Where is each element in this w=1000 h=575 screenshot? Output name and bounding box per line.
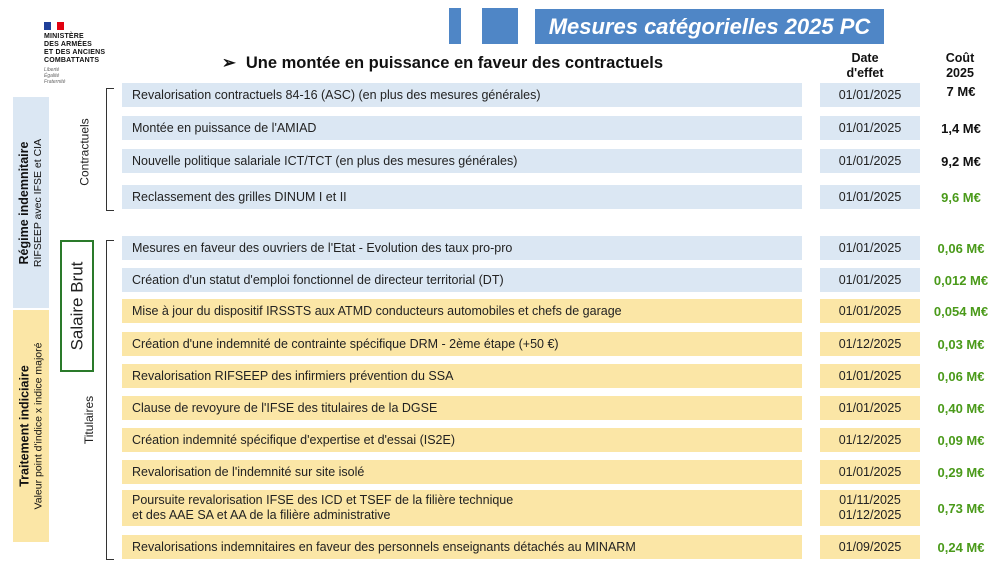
row-date: 01/11/2025 01/12/2025 <box>820 490 920 526</box>
row-date: 01/01/2025 <box>820 185 920 209</box>
row-date: 01/01/2025 <box>820 299 920 323</box>
row-cost: 0,06 M€ <box>937 368 985 384</box>
row-cost: 0,09 M€ <box>937 432 985 448</box>
salaire-brut-label: Salaire Brut <box>67 261 87 351</box>
row-cost: 0,06 M€ <box>937 240 985 256</box>
motto-liberte: Liberté <box>44 67 60 73</box>
motto-fraternite: Fraternité <box>44 79 66 85</box>
traitement-subtitle: Valeur point d'indice x indice majoré <box>32 342 44 510</box>
column-header-date-line-2: d'effet <box>846 66 884 80</box>
row-date: 01/01/2025 <box>820 460 920 484</box>
header-square-large <box>482 8 518 44</box>
page-title: Mesures catégorielles 2025 PC <box>535 9 884 44</box>
row-label: Création d'une indemnité de contrainte spécifique DRM - 2ème étape (+50 €) <box>122 332 802 356</box>
row-date: 01/01/2025 <box>820 364 920 388</box>
row-label: Création d'un statut d'emploi fonctionnel de directeur territorial (DT) <box>122 268 802 292</box>
logo-line-1: MINISTÈRE <box>44 33 84 40</box>
row-date: 01/12/2025 <box>820 428 920 452</box>
column-header-cost-line-1: Coût <box>945 51 975 65</box>
logo-line-4: COMBATTANTS <box>44 57 100 64</box>
row-cost: 9,2 M€ <box>941 153 981 169</box>
regime-subtitle: RIFSEEP avec IFSE et CIA <box>32 138 44 267</box>
group-label-contractuels <box>75 90 95 214</box>
row-date: 01/01/2025 <box>820 149 920 173</box>
row-date: 01/01/2025 <box>820 396 920 420</box>
french-flag-icon <box>44 22 64 30</box>
row-cost: 0,73 M€ <box>937 500 985 516</box>
flag-stripe-blue <box>44 22 51 30</box>
column-header-cost-line-2: 2025 <box>946 66 974 80</box>
motto-egalite: Égalité <box>44 73 60 79</box>
row-label: Nouvelle politique salariale ICT/TCT (en plus des mesures générales) <box>122 149 802 173</box>
regime-title: Régime indemnitaire <box>17 141 31 264</box>
row-cost: 0,29 M€ <box>937 464 985 480</box>
column-header-date <box>835 51 895 81</box>
row-label: Mesures en faveur des ouvriers de l'Etat - Evolution des taux pro-pro <box>122 236 802 260</box>
row-date: 01/09/2025 <box>820 535 920 559</box>
row-label: Revalorisation de l'indemnité sur site isolé <box>122 460 802 484</box>
row-cost: 7 M€ <box>946 83 976 99</box>
row-date: 01/12/2025 <box>820 332 920 356</box>
row-cost: 0,054 M€ <box>933 303 989 319</box>
row-label: Revalorisations indemnitaires en faveur des personnels enseignants détachés au MINARM <box>122 535 802 559</box>
regime-indemnitaire-band <box>13 97 49 308</box>
flag-stripe-white <box>51 22 58 30</box>
group-label-titulaires <box>79 370 99 470</box>
row-cost: 0,40 M€ <box>937 400 985 416</box>
row-label: Revalorisation contractuels 84-16 (ASC) (en plus des mesures générales) <box>122 83 802 107</box>
row-date: 01/01/2025 <box>820 268 920 292</box>
row-date: 01/01/2025 <box>820 83 920 107</box>
header-square-small <box>449 8 461 44</box>
row-date: 01/01/2025 <box>820 116 920 140</box>
row-label: Montée en puissance de l'AMIAD <box>122 116 802 140</box>
row-label: Poursuite revalorisation IFSE des ICD et TSEF de la filière technique et des AAE SA et AA de la filière administrative <box>122 490 802 526</box>
row-cost: 1,4 M€ <box>941 120 981 136</box>
row-label: Revalorisation RIFSEEP des infirmiers prévention du SSA <box>122 364 802 388</box>
titulaires-label: Titulaires <box>82 395 97 445</box>
row-label: Reclassement des grilles DINUM I et II <box>122 185 802 209</box>
row-label: Mise à jour du dispositif IRSSTS aux ATMD conducteurs automobiles et chefs de garage <box>122 299 802 323</box>
logo-line-3: ET DES ANCIENS <box>44 49 106 56</box>
flag-stripe-red <box>57 22 64 30</box>
logo-motto <box>44 67 124 85</box>
bracket-titulaires <box>106 240 114 560</box>
row-cost: 0,012 M€ <box>933 272 989 288</box>
row-date: 01/01/2025 <box>820 236 920 260</box>
traitement-indiciaire-band <box>13 310 49 542</box>
subtitle-text: Une montée en puissance en faveur des contractuels <box>245 54 664 72</box>
column-header-cost <box>930 51 990 81</box>
row-cost: 0,03 M€ <box>937 336 985 352</box>
column-header-date-line-1: Date <box>851 51 879 65</box>
row-cost: 0,24 M€ <box>937 539 985 555</box>
logo-line-2: DES ARMÉES <box>44 41 93 48</box>
bracket-contractuels <box>106 88 114 211</box>
arrow-bullet-icon: ➢ <box>222 54 236 72</box>
row-cost: 9,6 M€ <box>941 189 981 205</box>
subtitle <box>222 53 663 73</box>
row-label: Création indemnité spécifique d'expertise et d'essai (IS2E) <box>122 428 802 452</box>
ministry-logo <box>44 22 124 85</box>
traitement-title: Traitement indiciaire <box>17 365 31 487</box>
contractuels-label: Contractuels <box>78 118 92 186</box>
row-label: Clause de revoyure de l'IFSE des titulaires de la DGSE <box>122 396 802 420</box>
salaire-brut-box <box>60 240 94 372</box>
